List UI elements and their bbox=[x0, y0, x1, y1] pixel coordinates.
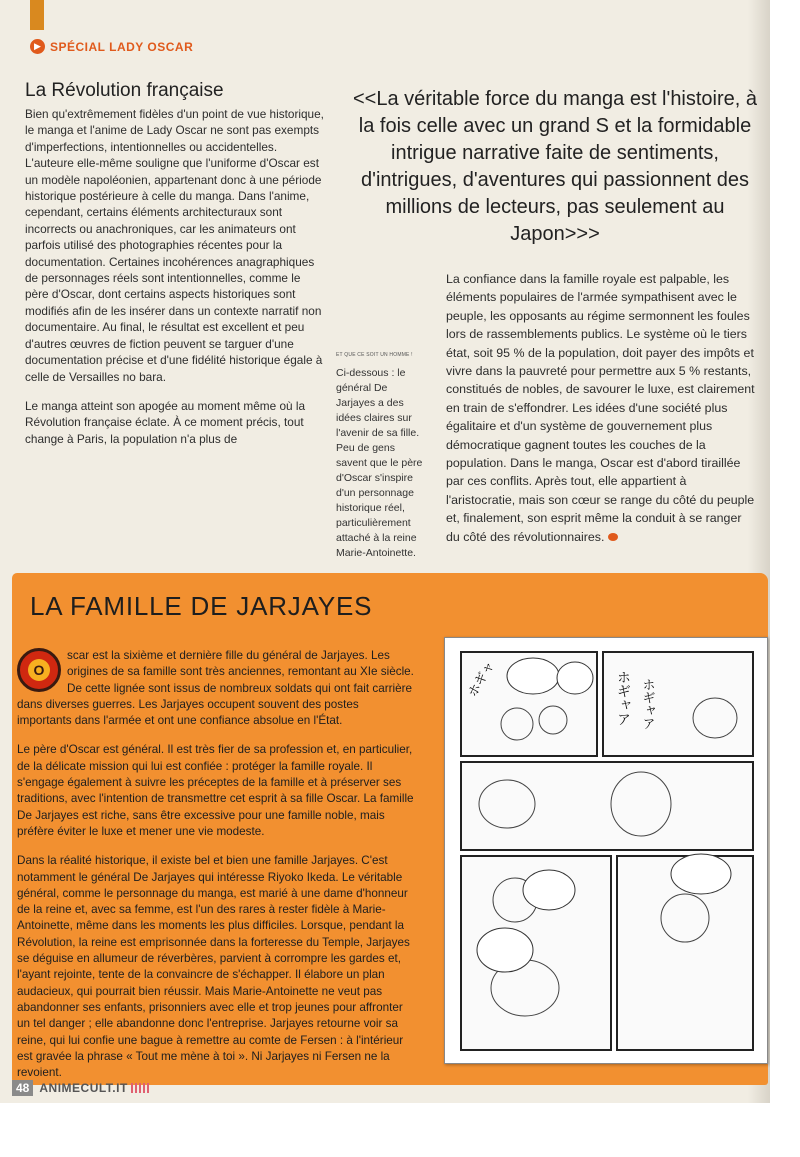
article-paragraph: Bien qu'extrêmement fidèles d'un point de vue historique, le manga et l'anime de Lady Oscar ne sont pas exempts d'imperfections, intentionnelles ou accidentelles. L'auteure elle-même souligne que l'uniforme d'Oscar est un modèle napoléonien, appartenant donc à une période historique postérieure à celle du manga. Dans l'anime, cependant, certains éléments architecturaux sont incorrects ou anachroniques, car les animateurs ont parfois utilisé des photographies récentes pour la documentation. Certaines incohérences anagraphiques de personnages réels sont intentionnelles, comme le père d'Oscar, dont certains aspects historiques sont modifiés afin de les insérer dans un contexte narratif non documentaire. Au final, le résultat est excellent et peu d'autres œuvres de fiction peuvent se targuer d'une documentation précise et d'une fidélité historique égale à celle de Versailles no bara. bbox=[25, 107, 324, 384]
sfx-text: ホギャア bbox=[639, 678, 655, 730]
section-label: SPÉCIAL LADY OSCAR bbox=[50, 39, 194, 54]
end-mark-icon bbox=[608, 533, 618, 541]
dropcap-letter: O bbox=[28, 659, 50, 681]
article-paragraph: Le manga atteint son apogée au moment même où la Révolution française éclate. À ce moment précis, tout change à Paris, la population n'a plus de bbox=[25, 398, 306, 446]
sfx-text: ホギャア bbox=[615, 670, 631, 726]
article-heading: La Révolution française bbox=[25, 80, 224, 101]
manga-panels bbox=[445, 638, 767, 1063]
image-caption bbox=[336, 348, 428, 561]
page-footer bbox=[12, 1080, 149, 1096]
dropcap-icon bbox=[17, 648, 61, 692]
caption-text: Ci-dessous : le général De Jarjayes a des idées claires sur l'avenir de sa fille. Peu de gens savent que le père d'Oscar s'inspire d'un personnage historique réel, particulièrement attaché à la reine Marie-Antoinette. bbox=[336, 367, 423, 559]
article-column-left bbox=[25, 80, 325, 460]
page-number: 48 bbox=[12, 1080, 33, 1096]
spine-tab bbox=[30, 0, 44, 30]
box-paragraph: Le père d'Oscar est général. Il est très fier de sa profession et, en particulier, de la délicate mission qui lui est confiée : protéger la famille royale. Il s'engage également à suivre les préceptes de la famille et à préserver ses traditions, avec l'intention de transmettre cet esprit à sa fille Oscar. La famille De Jarjayes est riche, sans être excessive pour une famille noble, mais préfère éviter le luxe et mener une vie modeste. bbox=[17, 743, 414, 838]
caption-kicker: ET QUE CE SOIT UN HOMME ! bbox=[336, 352, 413, 358]
article-column-right bbox=[446, 270, 756, 546]
section-header bbox=[30, 39, 193, 54]
box-text bbox=[17, 648, 415, 1094]
pull-quote: <<La véritable force du manga est l'histoire, à la fois celle avec un grand S et la formidable intrigue narrative faite de sentiments, d'intrigues, d'aventures qui passionnent des millions de lecteurs, pas seulement au Japon>>> bbox=[352, 88, 758, 245]
box-paragraph: Dans la réalité historique, il existe bel et bien une famille Jarjayes. C'est notamment le général De Jarjayes qui intéresse Riyoko Ikeda. Le véritable général, comme le personnage du manga, est marié à une dame d'honneur de la reine et, avec sa femme, est l'un des rares à rester fidèle à Marie-Antoinette, même dans les moments les plus difficiles. Lorsque, pendant la Révolution, la reine est emprisonnée dans la forteresse du Temple, Jarjayes se déguise en allumeur de réverbères, parvient à corrompre les gardes et, l'ayant rejointe, tente de la convaincre de s'échapper. Il élabore un plan audacieux, qui pourrait bien réussir. Mais Marie-Antoinette ne veut pas abandonner ses enfants, prisonniers avec elle et trop jeunes pour affronter un tel danger ; elle abandonne donc l'entreprise. Jarjayes retourne voir sa reine, qui lui confie une bague à remettre au comte de Fersen : à l'intérieur est gravée la phrase « Tout me mène à toi ». Ni Jarjayes ni Fersen ne la revoient. bbox=[17, 854, 410, 1080]
article-paragraph: La confiance dans la famille royale est palpable, les éléments populaires de l'armée sympathisent avec le peuple, les opposants au régime sermonnent les foules lors de rassemblements publics. Le système où le tiers état, soit 95 % de la population, doit payer des impôts et vivre dans la pauvreté pour permettre aux 5 % restants, constitués de nobles, de savourer le luxe, est clairement en train de s'effondrer. Les idées d'une société plus égalitaire et d'un système de gouvernement plus démocratique gagnent toutes les couches de la population. Dans le manga, Oscar est d'abord tiraillée par ces conflits. Après tout, elle appartient à l'aristocratie, mais son cœur se range du côté du peuple et, finalement, son esprit même la conduit à se ranger du côté des révolutionnaires. bbox=[446, 272, 755, 544]
stripes-icon bbox=[131, 1083, 149, 1093]
play-arrow-icon: ▶ bbox=[30, 39, 45, 54]
sidebar-box bbox=[12, 573, 768, 1085]
sfx-text: ホギャ bbox=[465, 658, 498, 700]
box-paragraph-text: scar est la sixième et dernière fille du général de Jarjayes. Les origines de sa famille sont très anciennes, remontant au XIe siècle. De cette lignée sont issus de nombreux soldats qui ont fait carrière dans diverses guerres. Les Jarjayes occupent souvent des postes importants dans l'armée et ont une confiance absolue en l'État. bbox=[17, 649, 414, 728]
site-name: ANIMECULT.IT bbox=[39, 1081, 128, 1095]
box-paragraph bbox=[17, 648, 415, 729]
manga-page-illustration bbox=[444, 637, 768, 1064]
box-title: LA FAMILLE DE JARJAYES bbox=[30, 591, 373, 621]
